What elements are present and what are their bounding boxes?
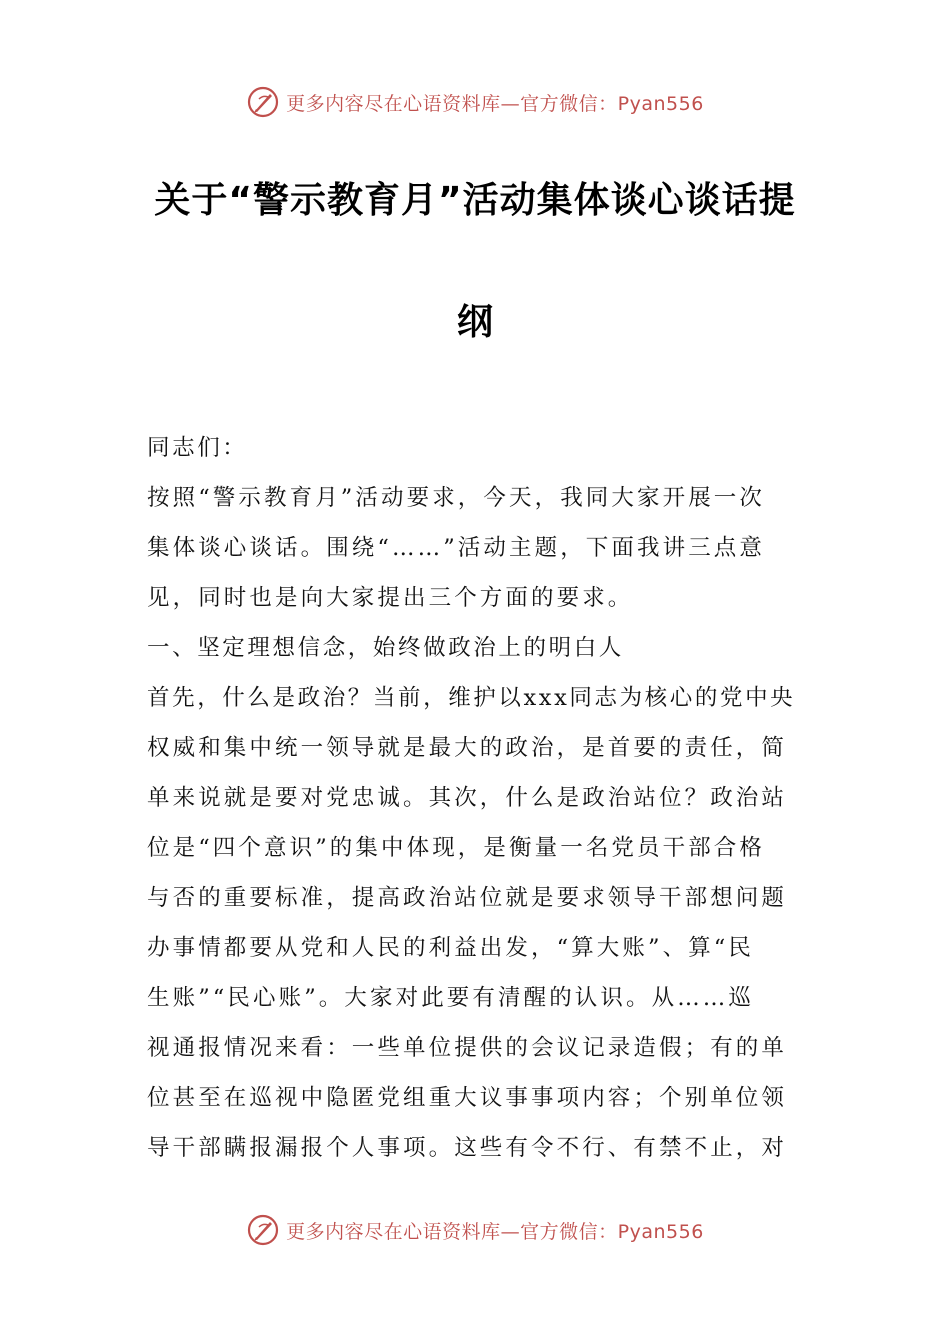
body-line: 与否的重要标准，提高政治站位就是要求领导干部想问题 [147,885,788,911]
document-title-line2: 纲 [456,302,493,343]
body-line: 导干部瞒报漏报个人事项。这些有令不行、有禁不止，对 [147,1135,788,1161]
quill-pen-logo-icon [246,1213,280,1247]
body-line: 视通报情况来看：一些单位提供的会议记录造假；有的单 [147,1035,788,1061]
wechat-id: Pyan556 [617,92,704,115]
body-line: 单来说就是要对党忠诚。其次，什么是政治站位？政治站 [147,785,788,811]
body-line: 位甚至在巡视中隐匿党组重大议事事项内容；个别单位领 [147,1085,788,1111]
body-line: 位是“四个意识”的集中体现，是衡量一名党员干部合格 [147,835,766,861]
body-line: 生账”“民心账”。大家对此要有清醒的认识。从……巡 [147,985,755,1011]
salutation: 同志们： [147,435,248,461]
watermark-banner-top [0,82,950,122]
document-title-line1: 关于“警示教育月”活动集体谈心谈话提 [154,180,796,221]
body-line: 集体谈心谈话。围绕“……”活动主题，下面我讲三点意 [147,535,766,561]
watermark-banner-bottom [0,1210,950,1250]
document-body [147,428,807,1178]
watermark-text: 更多内容尽在心语资料库—官方微信：Pyan556 [286,92,704,115]
section-heading: 一、坚定理想信念，始终做政治上的明白人 [147,635,624,661]
body-line: 权威和集中统一领导就是最大的政治，是首要的责任，简 [147,735,788,761]
body-line: 见，同时也是向大家提出三个方面的要求。 [147,585,634,611]
quill-pen-logo-icon [246,85,280,119]
body-line: 按照“警示教育月”活动要求，今天，我同大家开展一次 [147,485,766,511]
body-line: 首先，什么是政治？当前，维护以xxx同志为核心的党中央 [147,685,796,711]
wechat-id: Pyan556 [617,1220,704,1243]
body-line: 办事情都要从党和人民的利益出发，“算大账”、算“民 [147,935,755,961]
watermark-text: 更多内容尽在心语资料库—官方微信：Pyan556 [286,1220,704,1243]
